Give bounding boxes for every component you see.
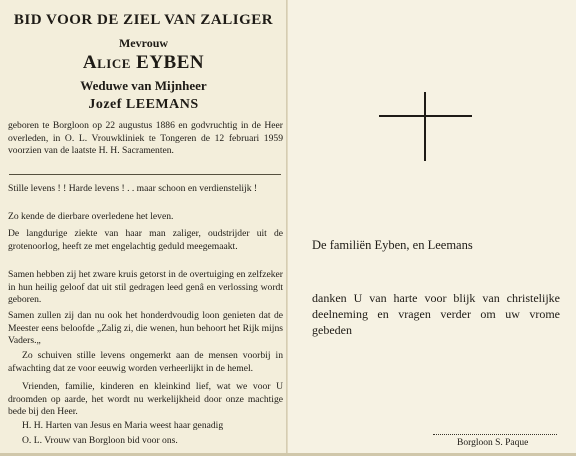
families-line: De familiën Eyben, en Leemans: [312, 238, 473, 252]
left-panel: [0, 0, 287, 456]
verse-4: Samen hebben zij het zware kruis getorst in de overtuiging en zelfzeker in hun heilig geloof dat uit stil gedragen leed genâ en verlossing wordt geboren.: [8, 269, 283, 306]
thanks-text: danken U van harte voor blijk van christelijke deelneming en vragen verder om uw vrome gebeden: [312, 291, 560, 337]
honorific: Mevrouw: [118, 36, 169, 50]
invocation-1: H. H. Harten van Jesus en Maria weest haar genadig: [22, 420, 224, 431]
verse-6: Zo schuiven stille levens ongemerkt aan de mensen voorbij in afwachting dat ze voor eeuwig worden verheerlijkt in de hemel.: [8, 350, 283, 374]
printer-imprint: Borgloon S. Paque: [457, 438, 529, 448]
prayer-title: BID VOOR DE ZIEL VAN ZALIGER: [13, 12, 274, 28]
verse-1: Stille levens ! ! Harde levens ! . . maar schoon en verdienstelijk !: [8, 183, 258, 194]
cross-vertical-bar: [424, 92, 426, 161]
invocation-2: O. L. Vrouw van Borgloon bid voor ons.: [22, 435, 178, 446]
verse-5: Samen zullen zij dan nu ook het honderdvoudig loon genieten dat de Meester eens beloofde „Zalig zi, die wenen, hun behoort het Rijk mijns Vaders.„: [8, 310, 283, 347]
biography: geboren te Borgloon op 22 augustus 1886 en godvruchtig in de Heer overleden, in O. L. Vrouwkliniek te Tongeren de 12 februari 1959 voorzien van de laatste H. H. Sacramenten.: [8, 120, 283, 157]
relation-line: Weduwe van Mijnheer: [80, 78, 207, 93]
verse-7: Vrienden, familie, kinderen en kleinkind lief, wat we voor U droomden op aarde, het wordt nu werkelijkheid door onze machtige bede bij den Heer.: [8, 381, 283, 418]
cross-horizontal-bar: [379, 115, 472, 117]
divider-rule: [9, 174, 281, 175]
deceased-name: [0, 52, 287, 74]
verse-3: De langdurige ziekte van haar man zaliger, oudstrijder uit de grotenoorlog, heeft ze met engelachtig geduld meegemaakt.: [8, 228, 283, 252]
spouse-name: Jozef LEEMANS: [88, 97, 199, 112]
deceased-name-text: Alice EYBEN: [82, 52, 205, 73]
right-panel: [288, 0, 576, 456]
verse-2: Zo kende de dierbare overledene het leven.: [8, 211, 174, 222]
dotted-line: [433, 434, 557, 435]
